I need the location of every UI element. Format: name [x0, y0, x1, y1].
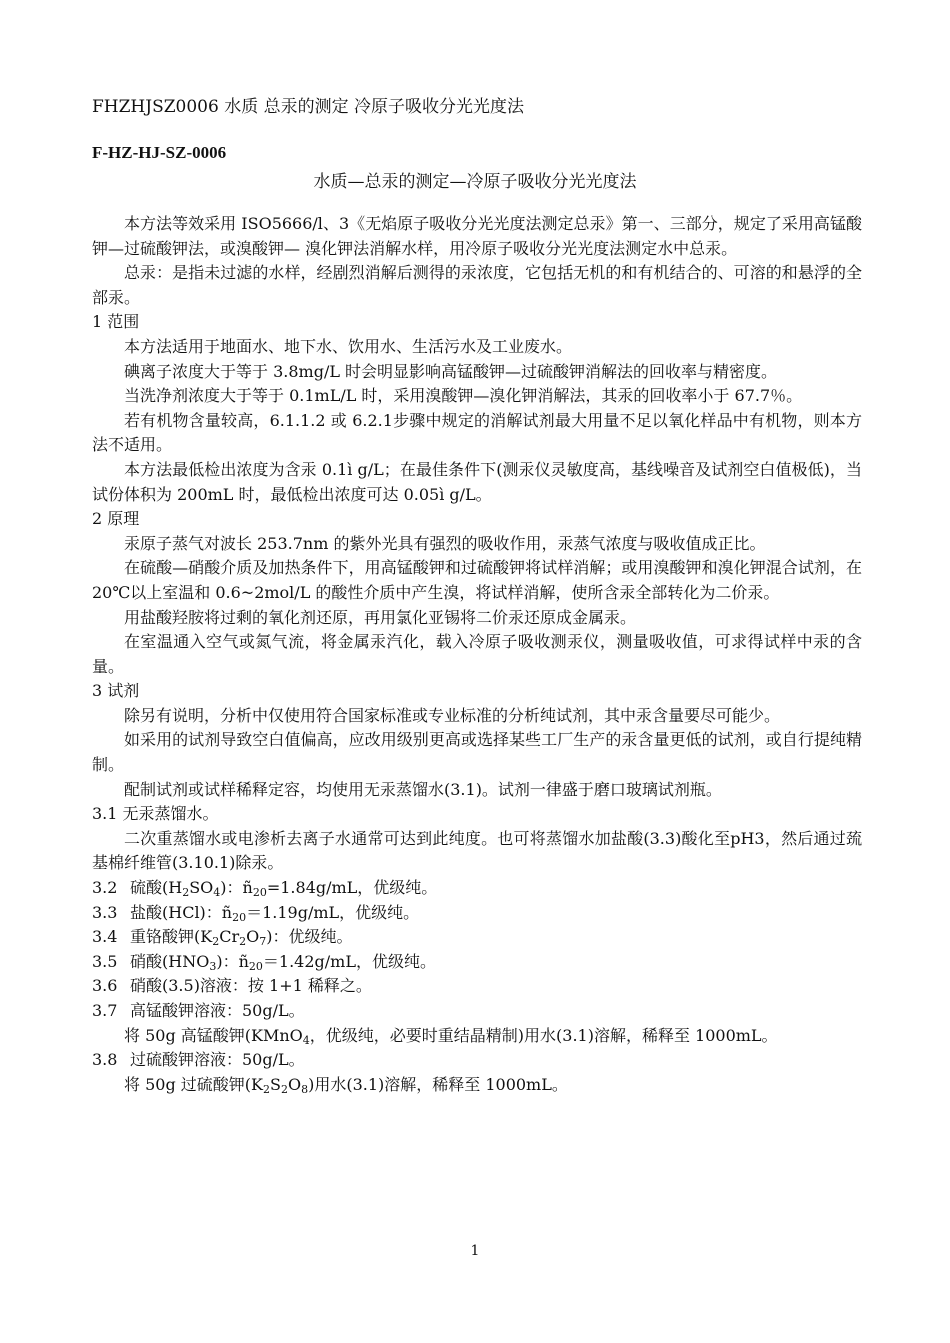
item-number: 3.2 — [92, 878, 118, 898]
reagent-item: 3.2 硫酸$(H_2SO_4)$：$ñ_{20}=1.84g/mL$，优级纯。 — [92, 878, 438, 900]
item-number: 3.4 — [92, 927, 118, 947]
item-number: 3.8 — [92, 1050, 118, 1070]
scope-paragraph: 碘离子浓度大于等于 3.8mg/L 时会明显影响高锰酸钾—过硫酸钾消解法的回收率与精密度。 — [124, 361, 778, 381]
file-header: FHZHJSZ0006 水质 总汞的测定 冷原子吸收分光光度法 — [92, 97, 525, 117]
reagents-paragraph: 如采用的试剂导致空白值偏高，应改用级别更高或选择某些工厂生产的汞含量更低的试剂，或自行提纯精制。 — [92, 730, 862, 775]
reagent-item: 3.3 盐酸(HCl)：$ñ_{20}=1.19g/mL$，优级纯。 — [92, 902, 420, 924]
principle-paragraph: 在硫酸—硝酸介质及加热条件下，用高锰酸钾和过硫酸钾将试样消解；或用溴酸钾和溴化钾混合试剂，在 20℃以上室温和 0.6~2mol/L 的酸性介质中产生溴，将试样消解，使所含汞全部转化为二价汞。 — [92, 558, 862, 602]
reagent-item: 3.7 高锰酸钾溶液：50g/L。 — [92, 999, 862, 1024]
principle-paragraph: 在室温通入空气或氮气流，将金属汞汽化，载入冷原子吸收测汞仪，测量吸收值，可求得试样中汞的含量。 — [92, 632, 862, 676]
reagents-paragraph: 配制试剂或试样稀释定容，均使用无汞蒸馏水(3.1)。试剂一律盛于磨口玻璃试剂瓶。 — [124, 779, 722, 799]
intro-paragraph: 本方法等效采用 ISO5666/l、3《无焰原子吸收分光光度法测定总汞》第一、三部分，规定了采用高锰酸钾—过硫酸钾法，或溴酸钾— 溴化钾法消解水样，用冷原子吸收分光光度法测定水中总汞。 — [92, 214, 862, 258]
section-heading-reagents: 3 试剂 — [92, 681, 140, 701]
item-number: 3.7 — [92, 1001, 118, 1020]
section-heading-principle: 2 原理 — [92, 509, 140, 529]
reagents-paragraph: 除另有说明，分析中仅使用符合国家标准或专业标准的分析纯试剂，其中汞含量要尽可能少。 — [124, 705, 781, 725]
item-number: 3.6 — [92, 976, 118, 996]
reagent-item: 3.8 过硫酸钾溶液：50g/L。 — [92, 1048, 862, 1073]
item-number: 3.3 — [92, 902, 118, 922]
reagent-item: 3.4 重铬酸钾$(K_2Cr_2O_7)$：优级纯。 — [92, 927, 353, 949]
page-number: 1 — [470, 1243, 480, 1259]
scope-paragraph: 本方法适用于地面水、地下水、饮用水、生活污水及工业废水。 — [124, 336, 573, 356]
document-title: 水质—总汞的测定—冷原子吸收分光光度法 — [313, 172, 637, 192]
principle-paragraph: 汞原子蒸气对波长 253.7nm 的紫外光具有强烈的吸收作用，汞蒸气浓度与吸收值成正比。 — [124, 533, 766, 553]
reagent-item: 3.5 硝酸$(HNO_3)$：$ñ_{20}=1.42g/mL$，优级纯。 — [92, 951, 436, 973]
reagent-description: 将 50g 过硫酸钾$(K_2S_2O_8)$用水(3.1)溶解，稀释至 1000mL。 — [124, 1074, 568, 1096]
reagent-description: 将 50g 高锰酸钾(KMnO$_4$，优级纯，必要时重结晶精制)用水(3.1)溶解，稀释至 1000mL。 — [124, 1025, 778, 1047]
scope-paragraph: 若有机物含量较高，6.1.1.2 或 6.2.1步骤中规定的消解试剂最大用量不足以氧化样品中有机物，则本方法不适用。 — [92, 410, 862, 455]
reagent-item: 3.6 硝酸(3.5)溶液：按 1+1 稀释之。 — [92, 974, 862, 999]
document-code: F-HZ-HJ-SZ-0006 — [92, 143, 227, 162]
reagent-item: 3.1 无汞蒸馏水。 — [92, 804, 219, 824]
document-body — [92, 212, 862, 1097]
scope-paragraph: 当洗净剂浓度大于等于 0.1mL/L 时，采用溴酸钾—溴化钾消解法，其汞的回收率小于 67.7％。 — [124, 386, 803, 406]
intro-definition: 总汞：是指未过滤的水样，经剧烈消解后测得的汞浓度，它包括无机的和有机结合的、可溶的和悬浮的全部汞。 — [92, 263, 862, 307]
principle-paragraph: 用盐酸羟胺将过剩的氧化剂还原，再用氯化亚锡将二价汞还原成金属汞。 — [124, 607, 637, 627]
reagent-description: 二次重蒸馏水或电渗析去离子水通常可达到此纯度。也可将蒸馏水加盐酸(3.3)酸化至pH3，然后通过巯基棉纤维管(3.10.1)除汞。 — [92, 828, 862, 873]
section-heading-scope: 1 范围 — [92, 312, 140, 332]
item-number: 3.5 — [92, 951, 118, 971]
scope-paragraph: 本方法最低检出浓度为含汞 0.1ì g/L；在最佳条件下(测汞仪灵敏度高，基线噪音及试剂空白值极低)，当试份体积为 200mL 时，最低检出浓度可达 0.05ì g/L。 — [92, 459, 862, 504]
